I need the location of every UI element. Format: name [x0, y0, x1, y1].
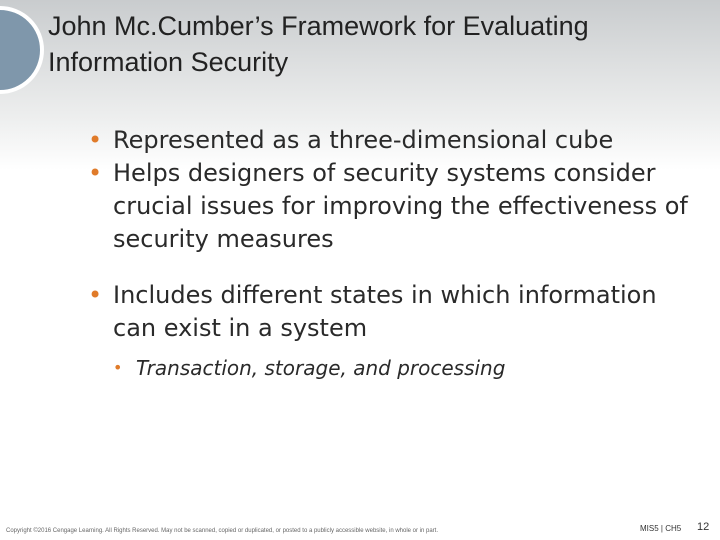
bullet-text: Helps designers of security systems consider crucial issues for improving the effectiveness of security measures: [113, 159, 688, 253]
page-number: 12: [697, 521, 710, 533]
bullet-icon: •: [88, 281, 103, 309]
sub-bullet-text: Transaction, storage, and processing: [136, 356, 506, 380]
footer-copyright: Copyright ©2016 Cengage Learning. All Rights Reserved. May not be scanned, copied or duplicated, or posted to a publicly accessible website, in whole or in part.: [6, 528, 439, 534]
slide-title: John Mc.Cumber’s Framework for Evaluating Information Security: [48, 11, 589, 77]
sub-bullet-icon: •: [113, 358, 123, 377]
bullet-text: Represented as a three-dimensional cube: [113, 126, 614, 154]
bullet-item: [88, 157, 703, 256]
bullet-icon: •: [88, 126, 103, 154]
sub-bullet-item: [113, 354, 693, 382]
bullet-item: [88, 279, 703, 345]
bullet-item: [88, 124, 703, 157]
footer-course-label: MIS5 | CH5: [640, 524, 682, 533]
bullet-icon: •: [88, 159, 103, 187]
bullet-text: Includes different states in which information can exist in a system: [113, 281, 657, 342]
